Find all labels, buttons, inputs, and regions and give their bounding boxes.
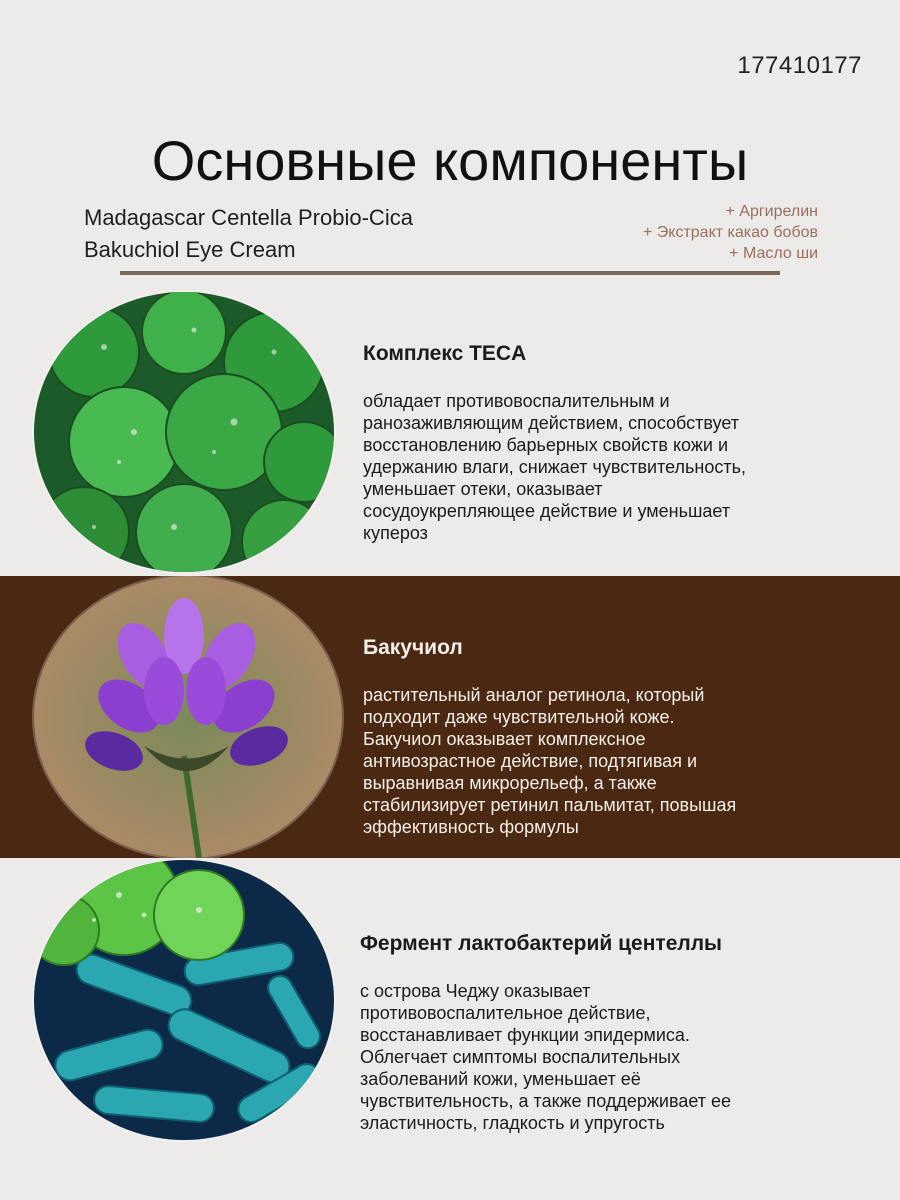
description-line: удержанию влаги, снижает чувствительность,: [363, 457, 746, 477]
extra-ingredients: [643, 201, 818, 264]
article-code: 177410177: [737, 52, 862, 79]
centella-leaves-image: [34, 292, 334, 572]
description-line: противовоспалительное действие,: [360, 1003, 651, 1023]
description-line: обладает противовоспалительным и: [363, 391, 670, 411]
lactobacteria-centella-image: [34, 860, 334, 1140]
description-line: восстанавливает функции эпидермиса.: [360, 1025, 690, 1045]
component-title: Бакучиол: [363, 636, 463, 659]
description-line: чувствительность, а также поддерживает ее: [360, 1091, 732, 1111]
description-line: стабилизирует ретинил пальмитат, повышая: [363, 795, 737, 815]
description-line: эластичность, гладкость и упругость: [360, 1113, 665, 1133]
product-name-line: Madagascar Centella Probio-Cica: [84, 205, 413, 230]
description-line: ранозаживляющим действием, способствует: [363, 413, 740, 433]
component-title: Фермент лактобактерий центеллы: [360, 932, 722, 955]
description-line: Облегчает симптомы воспалительных: [360, 1047, 681, 1067]
description-line: уменьшает отеки, оказывает: [363, 479, 603, 499]
component-description: [363, 684, 833, 838]
component-description: [363, 390, 833, 544]
description-line: восстановлению барьерных свойств кожи и: [363, 435, 729, 455]
page-title: Основные компоненты: [151, 129, 749, 192]
description-line: с острова Чеджу оказывает: [360, 981, 591, 1001]
description-line: заболеваний кожи, уменьшает её: [360, 1069, 641, 1089]
product-name: [84, 202, 413, 266]
product-name-line: Bakuchiol Eye Cream: [84, 237, 296, 262]
description-line: эффективность формулы: [363, 817, 579, 837]
component-description: [360, 980, 830, 1134]
divider: [120, 271, 780, 275]
psoralea-flower-image: [34, 576, 342, 858]
extra-ingredient: + Масло ши: [729, 245, 818, 262]
description-line: выравнивая микрорельеф, а также: [363, 773, 657, 793]
description-line: подходит даже чувствительной коже.: [363, 707, 675, 727]
extra-ingredient: + Аргирелин: [725, 203, 818, 220]
description-line: сосудоукрепляющее действие и уменьшает: [363, 501, 731, 521]
component-title: Комплекс TECA: [363, 342, 527, 365]
description-line: купероз: [363, 523, 428, 543]
description-line: Бакучиол оказывает комплексное: [363, 729, 646, 749]
extra-ingredient: + Экстракт какао бобов: [642, 224, 818, 241]
description-line: антивозрастное действие, подтягивая и: [363, 751, 697, 771]
description-line: растительный аналог ретинола, который: [363, 685, 705, 705]
